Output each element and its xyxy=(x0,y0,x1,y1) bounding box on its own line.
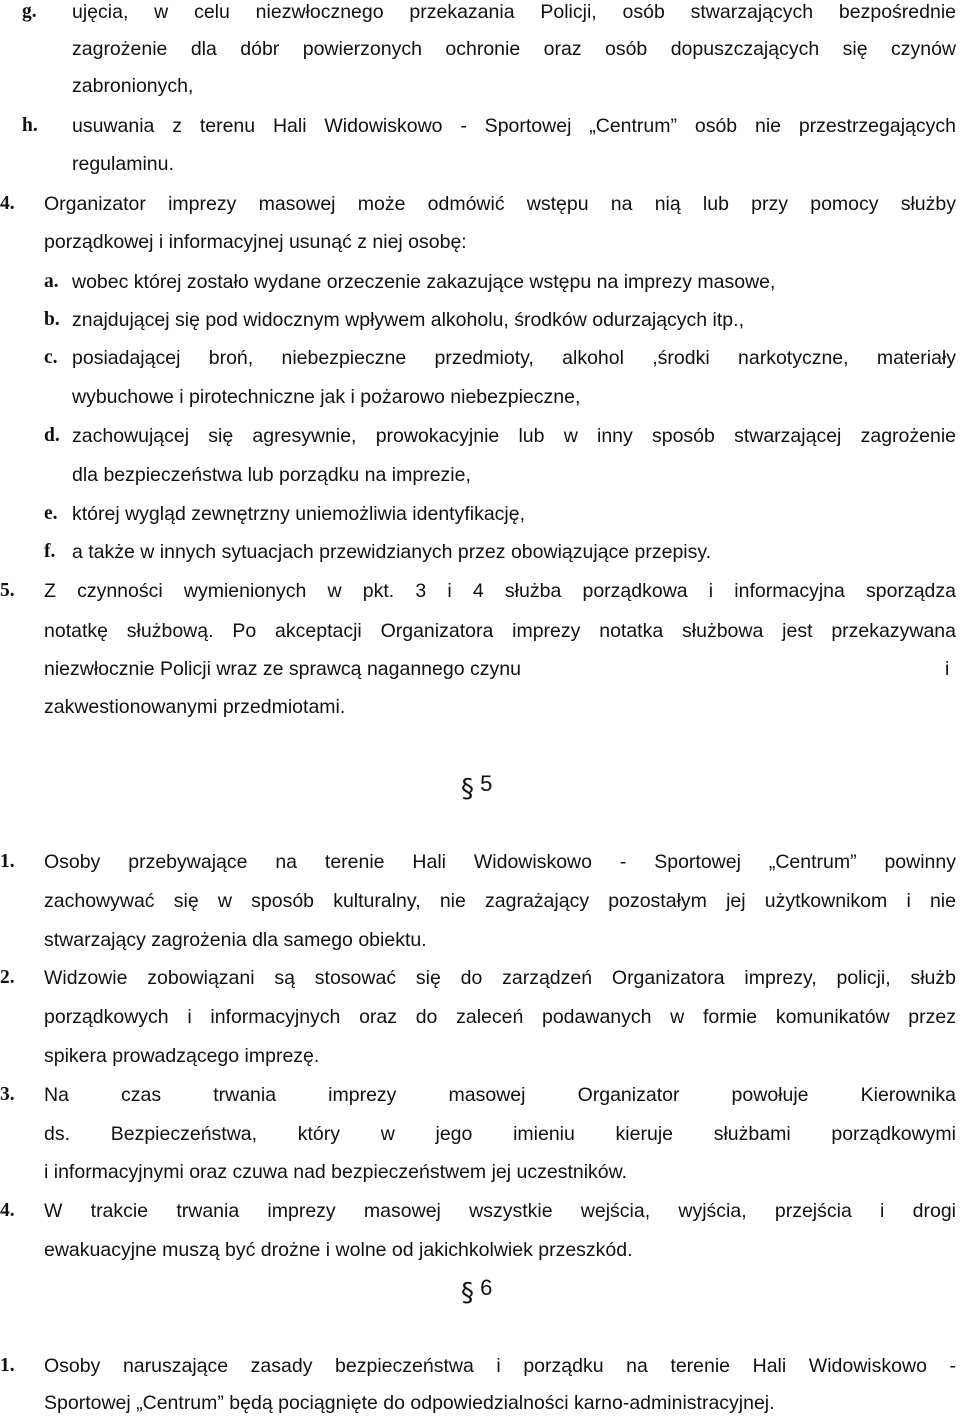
paragraph-line: ewakuacyjne muszą być drożne i wolne od jakichkolwiek przeszkód. xyxy=(44,1239,633,1261)
paragraph-line: porządkowej i informacyjnej usunąć z niej osobę: xyxy=(44,231,467,253)
point-number: 1. xyxy=(0,1355,15,1376)
paragraph-line: Widzowie zobowiązani są stosować się do zarządzeń Organizatora imprezy, policji, służb xyxy=(44,967,956,989)
list-item-line: zachowującej się agresywnie, prowokacyjnie lub w inny sposób stwarzającej zagrożenie xyxy=(72,425,956,447)
paragraph-line: Osoby przebywające na terenie Hali Widowiskowo - Sportowej „Centrum” powinny xyxy=(44,851,956,873)
section-number: 5 xyxy=(480,771,493,796)
point-number: 1. xyxy=(0,851,15,872)
paragraph-line: spikera prowadzącego imprezę. xyxy=(44,1045,320,1067)
list-item-line: której wygląd zewnętrzny uniemożliwia identyfikację, xyxy=(72,503,526,525)
section-number: 6 xyxy=(480,1275,493,1300)
section-symbol: § xyxy=(461,1278,474,1308)
paragraph-line: notatkę służbową. Po akceptacji Organizatora imprezy notatka służbowa jest przekazywana xyxy=(44,620,956,642)
list-item-line: dla bezpieczeństwa lub porządku na imprezie, xyxy=(72,464,471,486)
list-item-line: posiadającej broń, niebezpieczne przedmioty, alkohol ,środki narkotyczne, materiały xyxy=(72,347,956,369)
list-item-line: a także w innych sytuacjach przewidzianych przez obowiązujące przepisy. xyxy=(72,541,712,563)
list-marker: a. xyxy=(44,271,59,292)
paragraph-line: Na czas trwania imprezy masowej Organizator powołuje Kierownika xyxy=(44,1084,956,1106)
list-marker: f. xyxy=(44,541,56,562)
list-marker: d. xyxy=(44,425,60,446)
paragraph-line: Sportowej „Centrum” będą pociągnięte do odpowiedzialności karno-administracyjnej. xyxy=(44,1392,775,1414)
list-marker: e. xyxy=(44,503,58,524)
list-marker: b. xyxy=(44,309,60,330)
list-marker: c. xyxy=(44,347,58,368)
list-item-line: regulaminu. xyxy=(72,153,174,175)
list-marker: h. xyxy=(22,115,38,136)
paragraph-line: W trakcie trwania imprezy masowej wszystkie wejścia, wyjścia, przejścia i drogi xyxy=(44,1200,956,1222)
list-item-line: ujęcia, w celu niezwłocznego przekazania Policji, osób stwarzających bezpośrednie xyxy=(72,1,956,23)
point-number: 4. xyxy=(0,1200,15,1221)
paragraph-line: i informacyjnymi oraz czuwa nad bezpieczeństwem jej uczestników. xyxy=(44,1161,628,1183)
point-number: 2. xyxy=(0,967,15,988)
list-item-line: wybuchowe i pirotechniczne jak i pożarowo niebezpieczne, xyxy=(72,386,581,408)
paragraph-line: ds. Bezpieczeństwa, który w jego imieniu kieruje służbami porządkowymi xyxy=(44,1123,956,1145)
paragraph-line: Organizator imprezy masowej może odmówić wstępu na nią lub przy pomocy służby xyxy=(44,193,956,215)
paragraph-line: Z czynności wymienionych w pkt. 3 i 4 służba porządkowa i informacyjna sporządza xyxy=(44,580,956,602)
point-number: 3. xyxy=(0,1084,15,1105)
paragraph-line: Osoby naruszające zasady bezpieczeństwa i porządku na terenie Hali Widowiskowo - xyxy=(44,1355,956,1377)
paragraph-line: niezwłocznie Policji wraz ze sprawcą nagannego czynu xyxy=(44,658,521,680)
section-heading xyxy=(461,1274,492,1307)
paragraph-line: zakwestionowanymi przedmiotami. xyxy=(44,696,346,718)
point-number: 5. xyxy=(0,580,15,601)
paragraph-line: i xyxy=(945,658,950,680)
paragraph-line: stwarzający zagrożenia dla samego obiektu. xyxy=(44,929,427,951)
list-item-line: zabronionych, xyxy=(72,75,194,97)
paragraph-line: porządkowych i informacyjnych oraz do zaleceń podawanych w formie komunikatów przez xyxy=(44,1006,956,1028)
list-item-line: wobec której zostało wydane orzeczenie zakazujące wstępu na imprezy masowe, xyxy=(72,271,776,293)
section-heading xyxy=(461,770,492,803)
list-marker: g. xyxy=(22,1,37,22)
section-symbol: § xyxy=(461,774,474,804)
list-item-line: usuwania z terenu Hali Widowiskowo - Sportowej „Centrum” osób nie przestrzegających xyxy=(72,115,956,137)
list-item-line: znajdującej się pod widocznym wpływem alkoholu, środków odurzających itp., xyxy=(72,309,744,331)
paragraph-line: zachowywać się w sposób kulturalny, nie zagrażający pozostałym jej użytkownikom i nie xyxy=(44,890,956,912)
point-number: 4. xyxy=(0,193,15,214)
list-item-line: zagrożenie dla dóbr powierzonych ochronie oraz osób dopuszczających się czynów xyxy=(72,38,956,60)
